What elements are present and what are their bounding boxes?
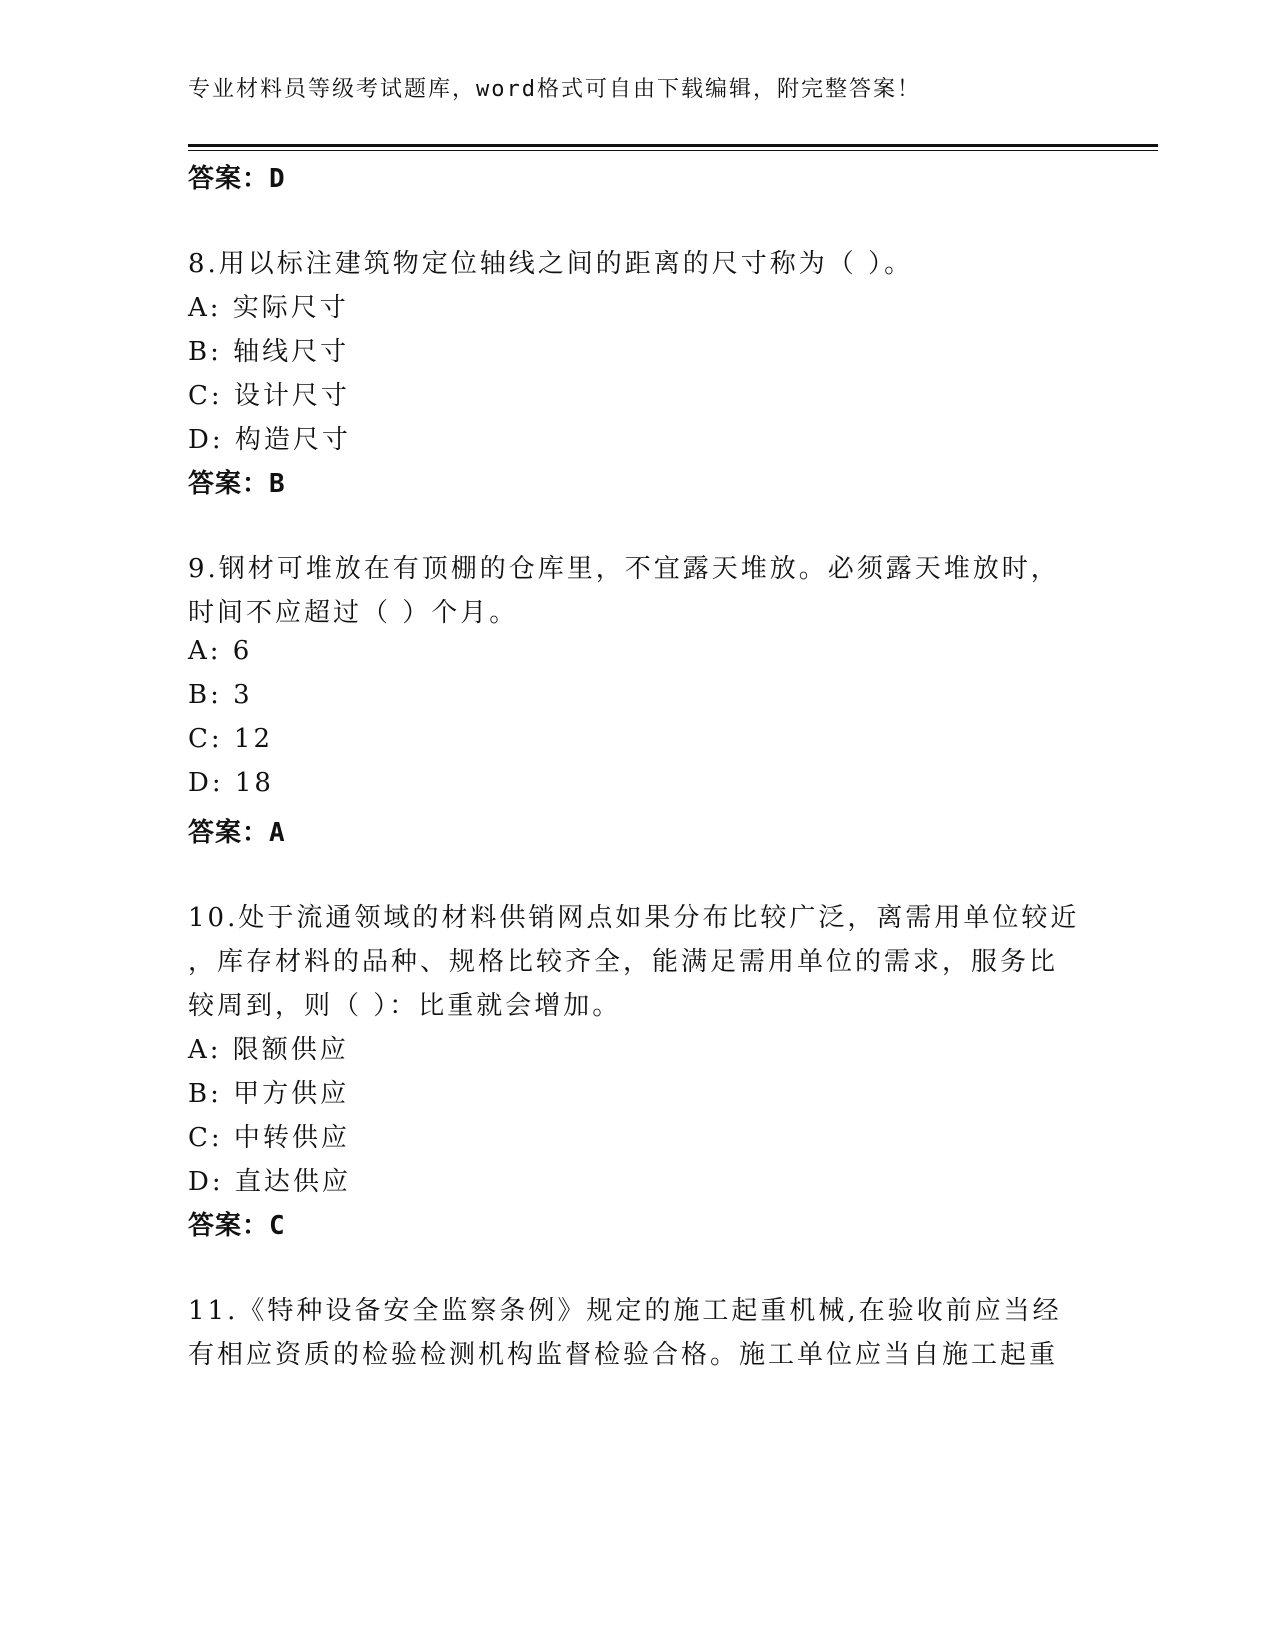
question-8-stem: 8.用以标注建筑物定位轴线之间的距离的尺寸称为（ ）。 — [188, 249, 914, 279]
question-9-stem-line-1: 9.钢材可堆放在有顶棚的仓库里，不宜露天堆放。必须露天堆放时， — [188, 554, 1060, 584]
question-10-answer: 答案：C — [188, 1211, 286, 1241]
header-rule-thin — [188, 150, 1158, 151]
question-10-stem-line-3: 较周到，则（ ）：比重就会增加。 — [188, 991, 622, 1021]
question-10-option-d: D: 直达供应 — [188, 1167, 351, 1197]
question-10-option-c: C: 中转供应 — [188, 1123, 350, 1153]
question-8-option-b: B: 轴线尺寸 — [188, 337, 350, 367]
question-9-option-c: C: 12 — [188, 724, 274, 754]
question-9-option-b: B: 3 — [188, 680, 253, 710]
page-header: 专业材料员等级考试题库，word格式可自由下载编辑，附完整答案！ — [188, 77, 921, 102]
question-9-option-d: D: 18 — [188, 768, 274, 798]
header-rule-thick — [188, 144, 1158, 147]
question-10-stem-line-2: ，库存材料的品种、规格比较齐全，能满足需用单位的需求，服务比 — [188, 947, 1059, 977]
question-11-stem-line-2: 有相应资质的检验检测机构监督检验合格。施工单位应当自施工起重 — [188, 1340, 1059, 1370]
answer-previous: 答案：D — [188, 164, 286, 194]
question-10-option-a: A: 限额供应 — [188, 1035, 349, 1065]
question-11-stem-line-1: 11.《特种设备安全监察条例》规定的施工起重机械,在验收前应当经 — [188, 1296, 1062, 1326]
question-8-answer: 答案：B — [188, 469, 286, 499]
question-9-stem-line-2: 时间不应超过（ ）个月。 — [188, 598, 519, 628]
question-9-option-a: A: 6 — [188, 636, 253, 666]
question-9-answer: 答案：A — [188, 818, 286, 848]
question-10-stem-line-1: 10.处于流通领域的材料供销网点如果分布比较广泛，离需用单位较近 — [188, 903, 1080, 933]
question-8-option-a: A: 实际尺寸 — [188, 293, 349, 323]
question-8-option-d: D: 构造尺寸 — [188, 425, 351, 455]
question-8-option-c: C: 设计尺寸 — [188, 381, 350, 411]
question-10-option-b: B: 甲方供应 — [188, 1079, 350, 1109]
